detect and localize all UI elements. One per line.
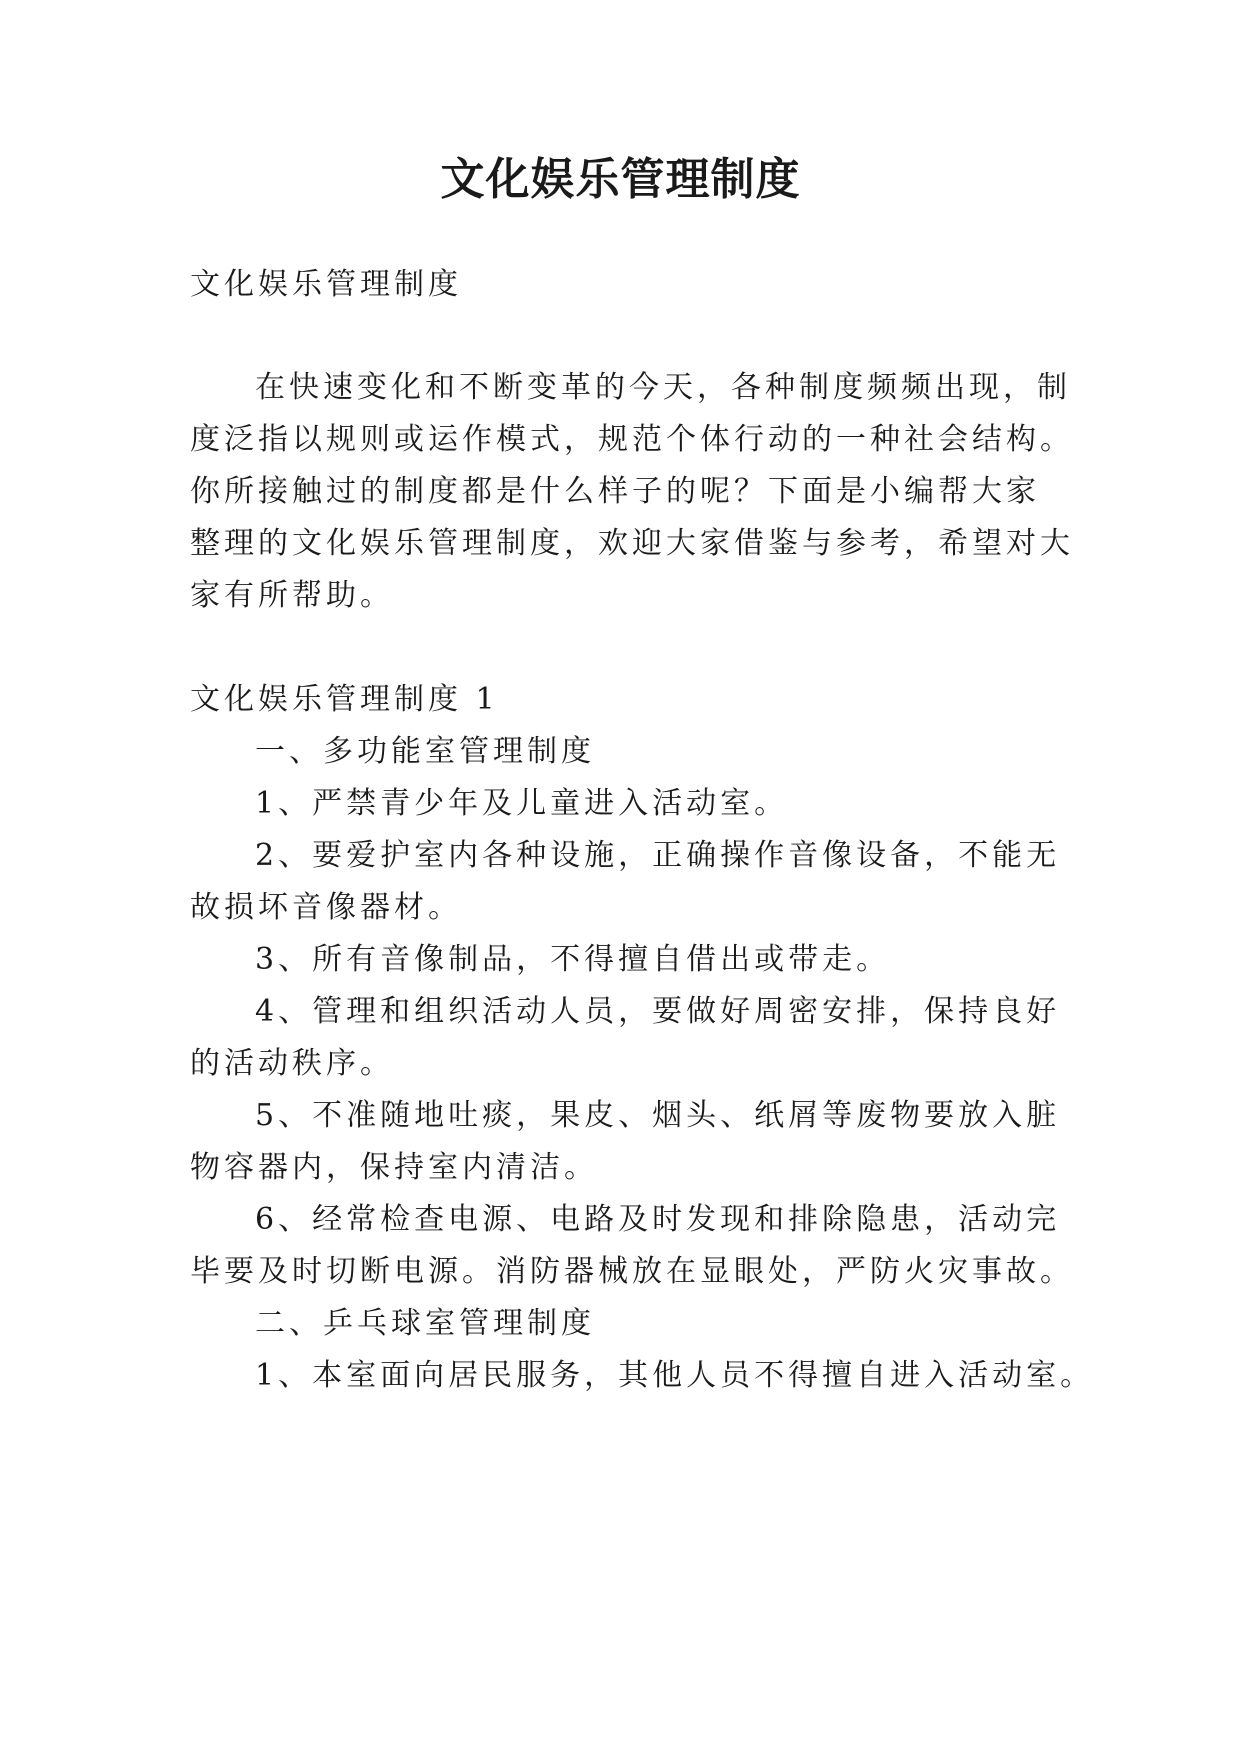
part1-item-2-cont: 故损坏音像器材。 [190,890,462,925]
part1-item-4-cont: 的活动秩序。 [190,1046,394,1081]
part1-item-6-cont: 毕要及时切断电源。消防器械放在显眼处，严防火灾事故。 [190,1254,1074,1289]
part1-item-3: 3、所有音像制品，不得擅自借出或带走。 [255,942,891,977]
part1-item-5: 5、不准随地吐痰，果皮、烟头、纸屑等废物要放入脏 [255,1098,1061,1133]
part1-item-4: 4、管理和组织活动人员，要做好周密安排，保持良好 [255,994,1061,1029]
part1-item-5-cont: 物容器内，保持室内清洁。 [190,1150,598,1185]
part2-heading: 二、乒乓球室管理制度 [255,1306,595,1341]
section-heading: 文化娱乐管理制度 1 [190,682,499,717]
part1-item-6: 6、经常检查电源、电路及时发现和排除隐患，活动完 [255,1202,1061,1237]
document-title: 文化娱乐管理制度 [440,154,801,205]
part2-item-1: 1、本室面向居民服务，其他人员不得擅自进入活动室。 [255,1358,1095,1393]
part1-heading: 一、多功能室管理制度 [255,734,595,769]
intro-line-5: 家有所帮助。 [190,578,394,613]
intro-line-3: 你所接触过的制度都是什么样子的呢？下面是小编帮大家 [190,474,1040,509]
intro-line-2: 度泛指以规则或运作模式，规范个体行动的一种社会结构。 [190,422,1074,457]
intro-line-1: 在快速变化和不断变革的今天，各种制度频频出现，制 [255,370,1071,405]
part1-item-2: 2、要爱护室内各种设施，正确操作音像设备，不能无 [255,838,1061,873]
intro-line-4: 整理的文化娱乐管理制度，欢迎大家借鉴与参考，希望对大 [190,526,1074,561]
part1-item-1: 1、严禁青少年及儿童进入活动室。 [255,786,789,821]
document-subtitle: 文化娱乐管理制度 [190,267,462,302]
